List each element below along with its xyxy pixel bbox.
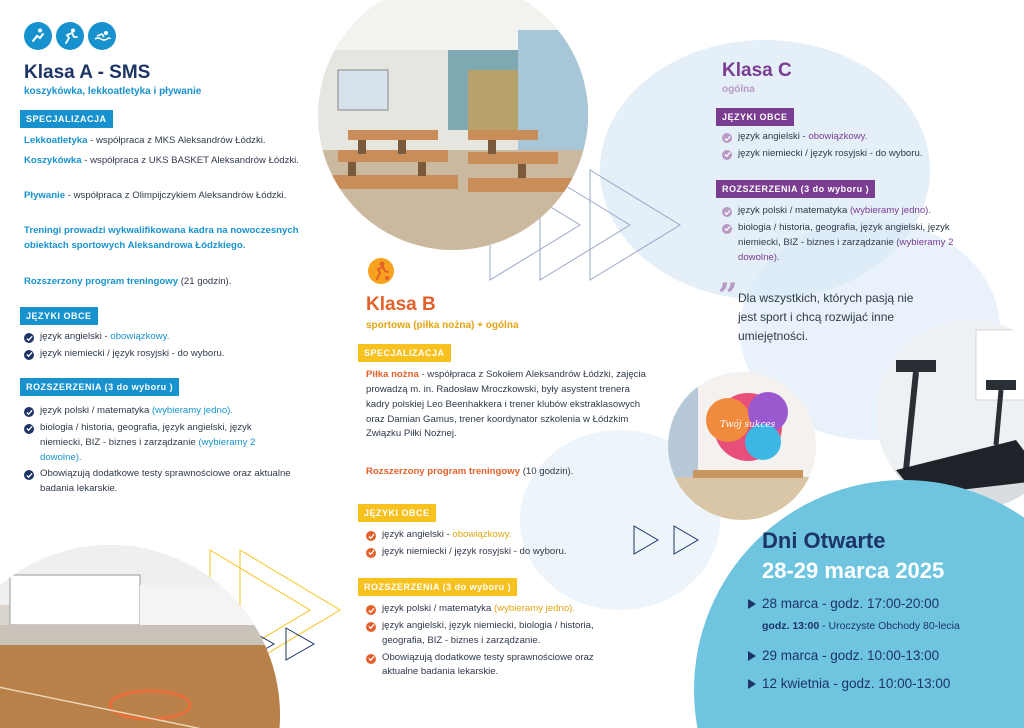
ext-note: (wybieramy 2 dowolne). [40,436,256,463]
spec-text: - współpraca z UKS BASKET Aleksandrów Łódzki. [81,155,299,166]
list-item [24,330,314,345]
list-item [24,421,294,466]
open-day-sub-text: - Uroczyste Obchody 80-lecia [819,620,960,632]
class-a-lang-list [24,330,314,364]
ext-text: język angielski, język niemiecki, biologia / historia, geografia, BIZ - biznes i zarządzanie. [382,619,594,646]
open-day-text: 28 marca - godz. 17:00-20:00 [762,596,940,611]
list-item [366,545,626,560]
check-icon [24,407,34,417]
list-item [366,619,628,649]
class-a-spec-basketball [24,154,314,169]
class-a-ext-list [24,404,294,499]
decorative-triangles [630,520,720,560]
list-item [366,528,626,543]
class-b-subtitle: sportowa (piłka nożna) + ogólna [366,320,519,331]
program-name: Rozszerzony program treningowy [24,276,179,287]
mural-text: Twój sukces [720,420,776,430]
class-b-title: Klasa B [366,294,436,315]
runner-icon [56,22,84,50]
lang-text: język angielski - [40,331,111,342]
ext-text: język polski / matematyka [382,603,494,614]
class-b-spec [366,368,648,442]
lang-text: język angielski - [382,529,453,540]
program-hours: (21 godzin). [178,276,232,287]
open-day-text: 29 marca - godz. 10:00-13:00 [762,648,940,663]
spec-text: - współpraca z Olimpijczykiem Aleksandrów Łódzki. [65,190,287,201]
check-icon [24,424,34,434]
class-b-ext-list [366,602,628,682]
class-a-subtitle: koszykówka, lekkoatletyka i pływanie [24,86,202,97]
ext-note: (wybieramy jedno). [151,405,234,416]
lang-text: język niemiecki / język rosyjski - do wyboru. [382,545,567,557]
class-a-trainers-note: Treningi prowadzi wykwalifikowana kadra na nowoczesnych obiektach sportowych Aleksandrowa Łódzkiego. [24,225,299,251]
check-icon [24,333,34,343]
swimming-icon [88,22,116,50]
class-c-ext-list [722,204,992,267]
spec-text: - współpraca z MKS Aleksandrów Łódzki. [87,135,266,146]
check-icon [722,133,732,143]
mural-photo [668,372,816,520]
play-arrow-icon [748,679,756,689]
ext-text: biologia / historia, geografia, język angielski, język niemiecki, BIZ - biznes i zarządzanie [40,421,252,448]
class-a-lang-tag: JĘZYKI OBCE [20,307,98,325]
ext-text: biologia / historia, geografia, język angielski, język niemiecki, BIZ - biznes i zarządzanie [738,221,950,248]
list-item [24,467,294,497]
open-days-dates: 28-29 marca 2025 [762,558,945,583]
list-item [722,147,1002,162]
ext-note: (wybieramy jedno). [493,603,576,614]
class-b-program [366,465,648,480]
class-a-spec-athletics [24,134,314,149]
list-item [366,651,628,681]
class-a-spec-tag: SPECJALIZACJA [20,110,113,128]
athletics-icon [24,22,52,50]
list-item [722,130,1002,145]
list-item [722,221,992,266]
check-icon [24,470,34,480]
class-a-ext-tag: ROZSZERZENIA (3 do wyboru ) [20,378,179,396]
play-arrow-icon [748,651,756,661]
lang-text: język niemiecki / język rosyjski - do wyboru. [738,147,923,159]
spec-name: Piłka nożna [366,369,419,380]
check-icon [722,207,732,217]
list-item [24,347,314,362]
check-icon [24,350,34,360]
lang-text: język angielski - [738,131,809,142]
class-c-subtitle: ogólna [722,84,755,95]
check-icon [366,654,376,664]
check-icon [366,548,376,558]
list-item [24,404,294,419]
open-days-title: Dni Otwarte [762,528,886,553]
ext-note: (wybieramy jedno). [849,205,932,216]
open-day-row [748,676,950,691]
class-b-ext-tag: ROZSZERZENIA (3 do wyboru ) [358,578,517,596]
class-c-ext-tag: ROZSZERZENIA (3 do wyboru ) [716,180,875,198]
check-icon [366,605,376,615]
class-c-title: Klasa C [722,60,792,81]
football-player-icon [368,258,394,284]
class-c-lang-tag: JĘZYKI OBCE [716,108,794,126]
play-arrow-icon [748,599,756,609]
class-b-spec-tag: SPECJALIZACJA [358,344,451,362]
class-a-title: Klasa A - SMS [24,62,151,83]
open-day-sub-time: godz. 13:00 [762,620,820,632]
open-day-text: 12 kwietnia - godz. 10:00-13:00 [762,676,951,691]
quote-icon: ” [718,276,738,316]
spec-name: Pływanie [24,190,66,201]
list-item [722,204,992,219]
class-c-lang-list [722,130,1002,164]
open-day-row [748,648,939,663]
class-b-lang-tag: JĘZYKI OBCE [358,504,436,522]
check-icon [366,622,376,632]
open-day-sub [762,620,960,632]
program-name: Rozszerzony program treningowy [366,466,521,477]
lang-text: język niemiecki / język rosyjski - do wyboru. [40,347,225,359]
spec-name: Lekkoatletyka [24,135,88,146]
class-a-sport-icons [24,22,116,50]
spec-name: Koszykówka [24,155,82,166]
check-icon [722,224,732,234]
check-icon [722,150,732,160]
ext-text: język polski / matematyka [738,205,850,216]
ext-text: język polski / matematyka [40,405,152,416]
lang-required: obowiązkowy. [110,331,170,342]
list-item [366,602,628,617]
ext-note: (wybieramy 2 dowolne). [738,236,954,263]
lang-required: obowiązkowy. [808,131,868,142]
lang-required: obowiązkowy. [452,529,512,540]
spec-text: - współpraca z Sokołem Aleksandrów Łódzki, zajęcia prowadzą m. in. Radosław Mroczkowski, były asystent trenera kadry polskiej Leo Beenhakkera i trener klubów ekstraklasowych oraz Damian Gamus, trener koordynator szkolenia w Łódzkim Związku Piłki Nożnej. [366,369,646,440]
ext-text: Obowiązują dodatkowe testy sprawnościowe oraz aktualne badania lekarskie. [382,651,594,678]
open-day-row [748,596,939,611]
class-b-lang-list [366,528,626,562]
program-hours: (10 godzin). [520,466,574,477]
ext-text: Obowiązują dodatkowe testy sprawnościowe oraz aktualne badania lekarskie. [40,468,291,495]
class-a-program [24,275,314,290]
class-c-quote: Dla wszystkich, których pasją nie jest sport i chcą rozwijać inne umiejętności. [738,291,914,344]
check-icon [366,531,376,541]
class-a-spec-swimming [24,189,314,204]
